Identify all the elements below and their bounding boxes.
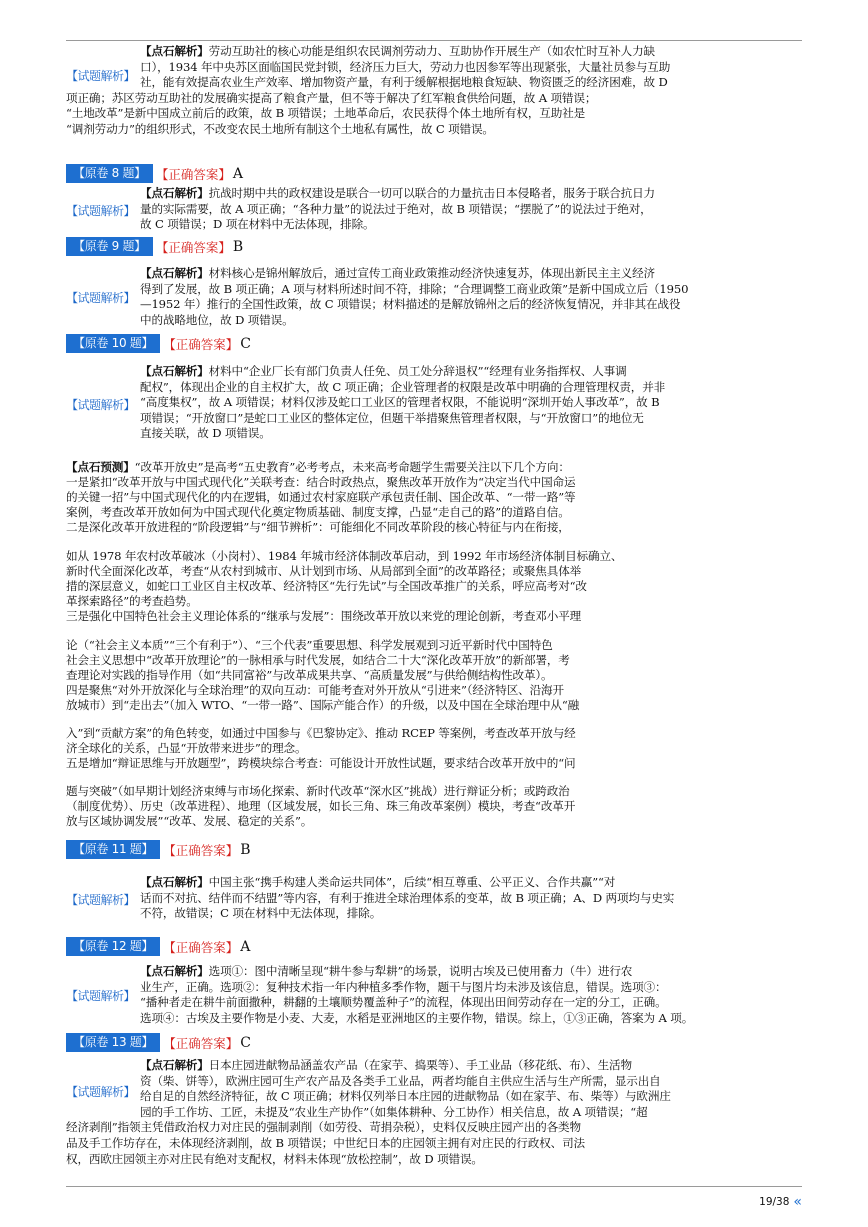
prediction-line: 题与突破”（如早期计划经济束缚与市场化探索、新时代改革“深水区”挑战）进行辩证分析；或跨政治 <box>66 784 570 798</box>
bottom-rule <box>66 1186 802 1187</box>
q12-text-line: 【点石解析】选项①：图中清晰呈现“耕牛参与犁耕”的场景，说明古埃及已使用畜力（牛）进行农 <box>140 964 633 978</box>
analysis-tag: 【试题解析】 <box>66 204 136 218</box>
q8-text-line: 【点石解析】抗战时期中共的政权建设是联合一切可以联合的力量抗击日本侵略者，服务于联合抗日力 <box>140 186 655 200</box>
q9-header <box>66 237 243 256</box>
q10-text-line: 配权”，体现出企业的自主权扩大，故 C 项正确；企业管理者的权限是改革中明确的合理管理权责，并非 <box>140 379 666 394</box>
prediction-line: 措的深层意义，如蛇口工业区自主权改革、经济特区“先行先试”与全国改革推广的关系，呼应高考对“改 <box>66 579 587 593</box>
q8-badge: 【原卷 8 题】 <box>66 164 153 183</box>
prediction-line: 论（“社会主义本质”“三个有利于”）、“三个代表”重要思想、科学发展观到习近平新时代中国特色 <box>66 638 553 652</box>
q13-text-line: 【点石解析】日本庄园进献物品涵盖农产品（在家芋、捣栗等）、手工业品（移花纸、布）、生活物 <box>140 1058 632 1072</box>
q9-text-line: 得到了发展，故 B 项正确；A 项与材料所述时间不符，排除；“合理调整工商业政策”是新中国成立后（1950 <box>140 281 689 296</box>
q10-header <box>66 334 251 353</box>
prediction-line: 放与区域协调发展”“改革、发展、稳定的关系”。 <box>66 814 313 828</box>
double-chevron-left-icon[interactable]: « <box>793 1194 802 1210</box>
page-footer <box>759 1194 802 1210</box>
q7-analysis <box>66 44 806 138</box>
analysis-tag: 【试题解析】 <box>66 398 136 412</box>
q11-analysis <box>66 875 806 922</box>
q13-analysis <box>66 1058 806 1167</box>
q7-text-line: “调剂劳动力”的组织形式，不改变农民土地所有制这个土地私有属性，故 C 项错误。 <box>66 121 494 136</box>
prediction-line: 案例，考查改革开放如何为中国式现代化奠定物质基础、制度支撑，凸显“走自己的路”的道路自信。 <box>66 505 570 519</box>
q12-analysis <box>66 964 806 1026</box>
q10-text-line: 直接关联，故 D 项错误。 <box>140 426 271 441</box>
prediction-line: 济全球化的关系，凸显“开放带来进步”的理念。 <box>66 741 307 755</box>
q9-analysis <box>66 266 806 328</box>
q11-text-line: 话而不对抗、结伴而不结盟”等内容，有利于推进全球治理体系的变革，故 B 项正确；A、D 两项均与史实 <box>140 890 675 905</box>
analysis-tag: 【试题解析】 <box>66 69 136 83</box>
prediction-line: 的关键一招”与中国式现代化的内在逻辑，如通过农村家庭联产承包责任制、国企改革、“一带一路”等 <box>66 490 576 504</box>
q7-text-line: 项正确；苏区劳动互助社的发展确实提高了粮食产量，但不等于解决了红军粮食供给问题，故 A 项错误； <box>66 90 597 105</box>
q8-answer: A <box>232 165 244 182</box>
q9-text-line: 中的战略地位，故 D 项错误。 <box>140 312 294 327</box>
prediction-line: 如从 1978 年农村改革破冰（小岗村）、1984 年城市经济体制改革启动，到 1992 年市场经济体制目标确立、 <box>66 549 623 563</box>
q13-answer: C <box>240 1034 251 1051</box>
q7-text-line: 口），1934 年中央苏区面临国民党封锁，经济压力巨大，劳动力也因参军等出现紧张，大量社员参与互助 <box>140 59 671 74</box>
page-number: 19/38 <box>759 1196 790 1208</box>
q12-text-line: 选项④：古埃及主要作物是小麦、大麦，水稻是亚洲地区的主要作物，错误。综上，①③正确，答案为 A 项。 <box>140 1010 694 1025</box>
analysis-tag: 【试题解析】 <box>66 291 136 305</box>
q12-header <box>66 937 250 956</box>
correct-answer-label: 【正确答案】 <box>163 939 239 955</box>
correct-answer-label: 【正确答案】 <box>155 239 231 255</box>
prediction-line: 四是聚焦“对外开放深化与全球治理”的双向互动：可能考查对外开放从“引进来”（经济特区、沿海开 <box>66 683 564 697</box>
q12-answer: A <box>240 938 251 955</box>
q9-text-line: 【点石解析】材料核心是锦州解放后，通过宣传工商业政策推动经济快速复苏，体现出新民主主义经济 <box>140 266 655 280</box>
q13-badge: 【原卷 13 题】 <box>66 1033 160 1052</box>
prediction-block <box>66 459 806 829</box>
prediction-line: 社会主义思想中“改革开放理论”的一脉相承与时代发展，如结合二十大“深化改革开放”的新部署，考 <box>66 653 570 667</box>
prediction-line: 【点石预测】“改革开放史”是高考“五史教育”必考考点，未来高考命题学生需要关注以下几个方向： <box>66 460 570 474</box>
q11-text-line: 不符，故错误；C 项在材料中无法体现，排除。 <box>140 906 382 921</box>
prediction-line: 革探索路径”的考查趋势。 <box>66 594 198 608</box>
q12-badge: 【原卷 12 题】 <box>66 937 160 956</box>
correct-answer-label: 【正确答案】 <box>163 336 239 352</box>
q13-text-line: 品及手工作坊存在，未体现经济剥削，故 B 项错误；中世纪日本的庄园领主拥有对庄民的行政权、司法 <box>66 1135 585 1150</box>
q13-text-line: 资（柴、饼等），欧洲庄园可生产农产品及各类手工业品，两者均能自主供应生活与生产所需，显示出自 <box>140 1073 661 1088</box>
q10-text-line: “高度集权”，故 A 项错误；材料仅涉及蛇口工业区的管理者权限，不能说明“深圳开始人事改革”，故 B <box>140 395 660 410</box>
q13-text-line: 经济剥削”指领主凭借政治权力对庄民的强制剥削（如劳役、苛捐杂税），史料仅反映庄园产出的各类物 <box>66 1120 581 1135</box>
correct-answer-label: 【正确答案】 <box>163 1035 239 1051</box>
q9-answer: B <box>232 238 244 255</box>
prediction-line: 五是增加“辩证思维与开放题型”，跨模块综合考查：可能设计开放性试题，要求结合改革开放中的“问 <box>66 756 576 770</box>
prediction-line: 入”到“贡献方案”的角色转变，如通过中国参与《巴黎协定》、推动 RCEP 等案例，考查改革开放与经 <box>66 726 576 740</box>
prediction-line: 三是强化中国特色社会主义理论体系的“继承与发展”：围绕改革开放以来党的理论创新，考查邓小平理 <box>66 609 582 623</box>
q9-badge: 【原卷 9 题】 <box>66 237 153 256</box>
q10-answer: C <box>240 335 251 352</box>
q13-text-line: 园的手工作坊、工匠，未提及“农业生产协作”（如集体耕种、分工协作）相关信息，故 A 项错误；“超 <box>140 1104 648 1119</box>
analysis-tag: 【试题解析】 <box>66 989 136 1003</box>
q12-text-line: “播种者走在耕牛前面撒种，耕翻的土壤顺势覆盖种子”的流程，体现出田间劳动存在一定的分工，正确。 <box>140 995 667 1010</box>
q9-text-line: —1952 年）推行的全国性政策，故 C 项错误；材料描述的是解放锦州之后的经济恢复情况，并非其在战役 <box>140 297 681 312</box>
prediction-line: 放城市）到“走出去”（加入 WTO、“一带一路”、国际产能合作）的升级，以及中国在全球治理中从“融 <box>66 698 580 712</box>
prediction-line: 一是紧扣“改革开放与中国式现代化”关联考查：结合时政热点，聚焦改革开放作为“决定当代中国命运 <box>66 475 576 489</box>
q8-analysis <box>66 186 806 233</box>
top-rule <box>66 40 802 41</box>
q11-answer: B <box>240 841 251 858</box>
prediction-line: 二是深化改革开放进程的“阶段逻辑”与“细节辨析”：可能细化不同改革阶段的核心特征与内在衔接， <box>66 520 570 534</box>
q13-text-line: 权，西欧庄园领主亦对庄民有绝对支配权，材料未体现“放松控制”，故 D 项错误。 <box>66 1151 483 1166</box>
q12-text-line: 业生产，正确。选项②：复种技术指一年内种植多季作物，题干与图片均未涉及该信息，错误。选项③： <box>140 979 667 994</box>
q10-text-line: 项错误；“开放窗口”是蛇口工业区的整体定位，但题干举措聚焦管理者权限，与“开放窗口”的地位无 <box>140 410 644 425</box>
q11-header <box>66 840 251 859</box>
q11-badge: 【原卷 11 题】 <box>66 840 160 859</box>
q7-text-line: “土地改革”是新中国成立前后的政策，故 B 项错误；土地革命后，农民获得个体土地所有权，互助社是 <box>66 106 586 121</box>
q8-text-line: 量的实际需要，故 A 项正确；“各种力量”的说法过于绝对，故 B 项错误；“摆脱了”的说法过于绝对， <box>140 201 652 216</box>
q10-text-line: 【点石解析】材料中“企业厂长有部门负责人任免、员工处分辞退权”“经理有业务指挥权、人事调 <box>140 364 627 378</box>
q13-header <box>66 1033 251 1052</box>
correct-answer-label: 【正确答案】 <box>155 166 231 182</box>
prediction-line: （制度优势）、历史（改革进程）、地理（区域发展，如长三角、珠三角改革案例）模块，考查“改革开 <box>66 799 576 813</box>
q10-badge: 【原卷 10 题】 <box>66 334 160 353</box>
analysis-tag: 【试题解析】 <box>66 893 136 907</box>
prediction-line: 新时代全面深化改革，考查“从农村到城市、从计划到市场、从局部到全面”的改革路径；或聚焦具体举 <box>66 564 582 578</box>
prediction-line: 查理论对实践的指导作用（如“共同富裕”与改革成果共享、“高质量发展”与供给侧结构性改革）。 <box>66 668 553 682</box>
q7-text-line: 【点石解析】劳动互助社的核心功能是组织农民调剂劳动力、互助协作开展生产（如农忙时互补人力缺 <box>140 44 655 58</box>
q7-text-line: 社，能有效提高农业生产效率、增加物资产量，有利于缓解根据地粮食短缺、物资匮乏的经济困难，故 D <box>140 75 668 90</box>
analysis-tag: 【试题解析】 <box>66 1085 136 1099</box>
q13-text-line: 给自足的自然经济特征，故 C 项正确；材料仅列举日本庄园的进献物品（如在家芋、布、柴等）与欧洲庄 <box>140 1089 671 1104</box>
q10-analysis <box>66 364 806 442</box>
q8-text-line: 故 C 项错误；D 项在材料中无法体现，排除。 <box>140 217 375 232</box>
correct-answer-label: 【正确答案】 <box>163 842 239 858</box>
q11-text-line: 【点石解析】中国主张“携手构建人类命运共同体”，后续“相互尊重、公平正义、合作共赢”“对 <box>140 875 616 889</box>
q8-header <box>66 164 243 183</box>
